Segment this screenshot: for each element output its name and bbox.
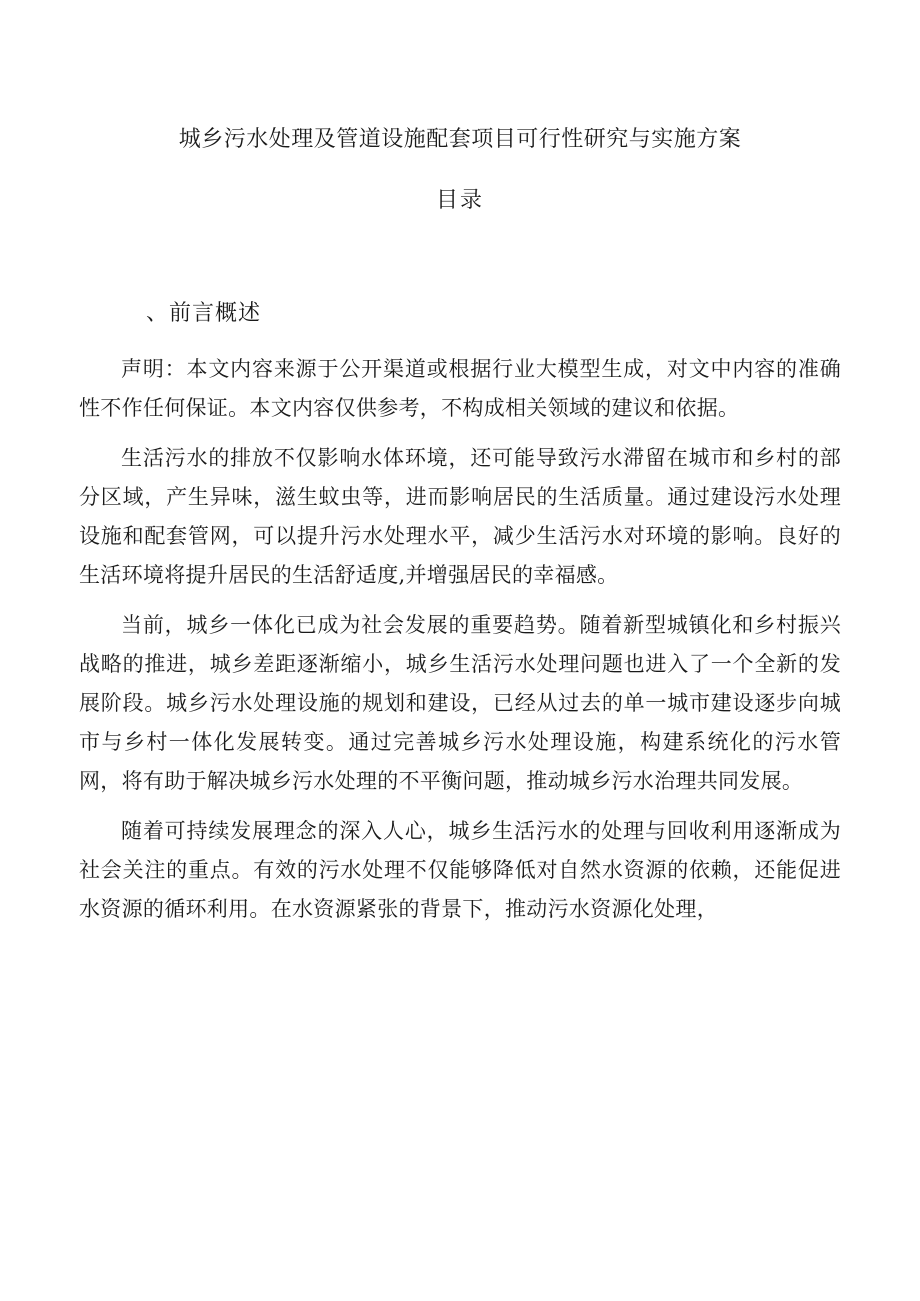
paragraph: 随着可持续发展理念的深入人心，城乡生活污水的处理与回收利用逐渐成为社会关注的重点。有效的污水处理不仅能够降低对自然水资源的依赖，还能促进水资源的循环利用。在水资源紧张的背景下，推动污水资源化处理， [79,819,841,921]
section-heading: 、前言概述 [146,301,262,326]
body-text [79,350,841,940]
paragraph: 当前，城乡一体化已成为社会发展的重要趋势。随着新型城镇化和乡村振兴战略的推进，城乡差距逐渐缩小，城乡生活污水处理问题也进入了一个全新的发展阶段。城乡污水处理设施的规划和建设，已经从过去的单一城市建设逐步向城市与乡村一体化发展转变。通过完善城乡污水处理设施，构建系统化的污水管网，将有助于解决城乡污水处理的不平衡问题，推动城乡污水治理共同发展。 [79,613,841,793]
paragraph: 生活污水的排放不仅影响水体环境，还可能导致污水滞留在城市和乡村的部分区域，产生异味，滋生蚊虫等，进而影响居民的生活质量。通过建设污水处理设施和配套管网，可以提升污水处理水平，减少生活污水对环境的影响。良好的生活环境将提升居民的生活舒适度,并增强居民的幸福感。 [79,446,841,587]
document-title: 城乡污水处理及管道设施配套项目可行性研究与实施方案 [178,127,742,152]
paragraph-disclaimer: 声明：本文内容来源于公开渠道或根据行业大模型生成，对文中内容的准确性不作任何保证。本文内容仅供参考，不构成相关领域的建议和依据。 [79,357,841,420]
table-of-contents-heading: 目录 [435,188,484,213]
